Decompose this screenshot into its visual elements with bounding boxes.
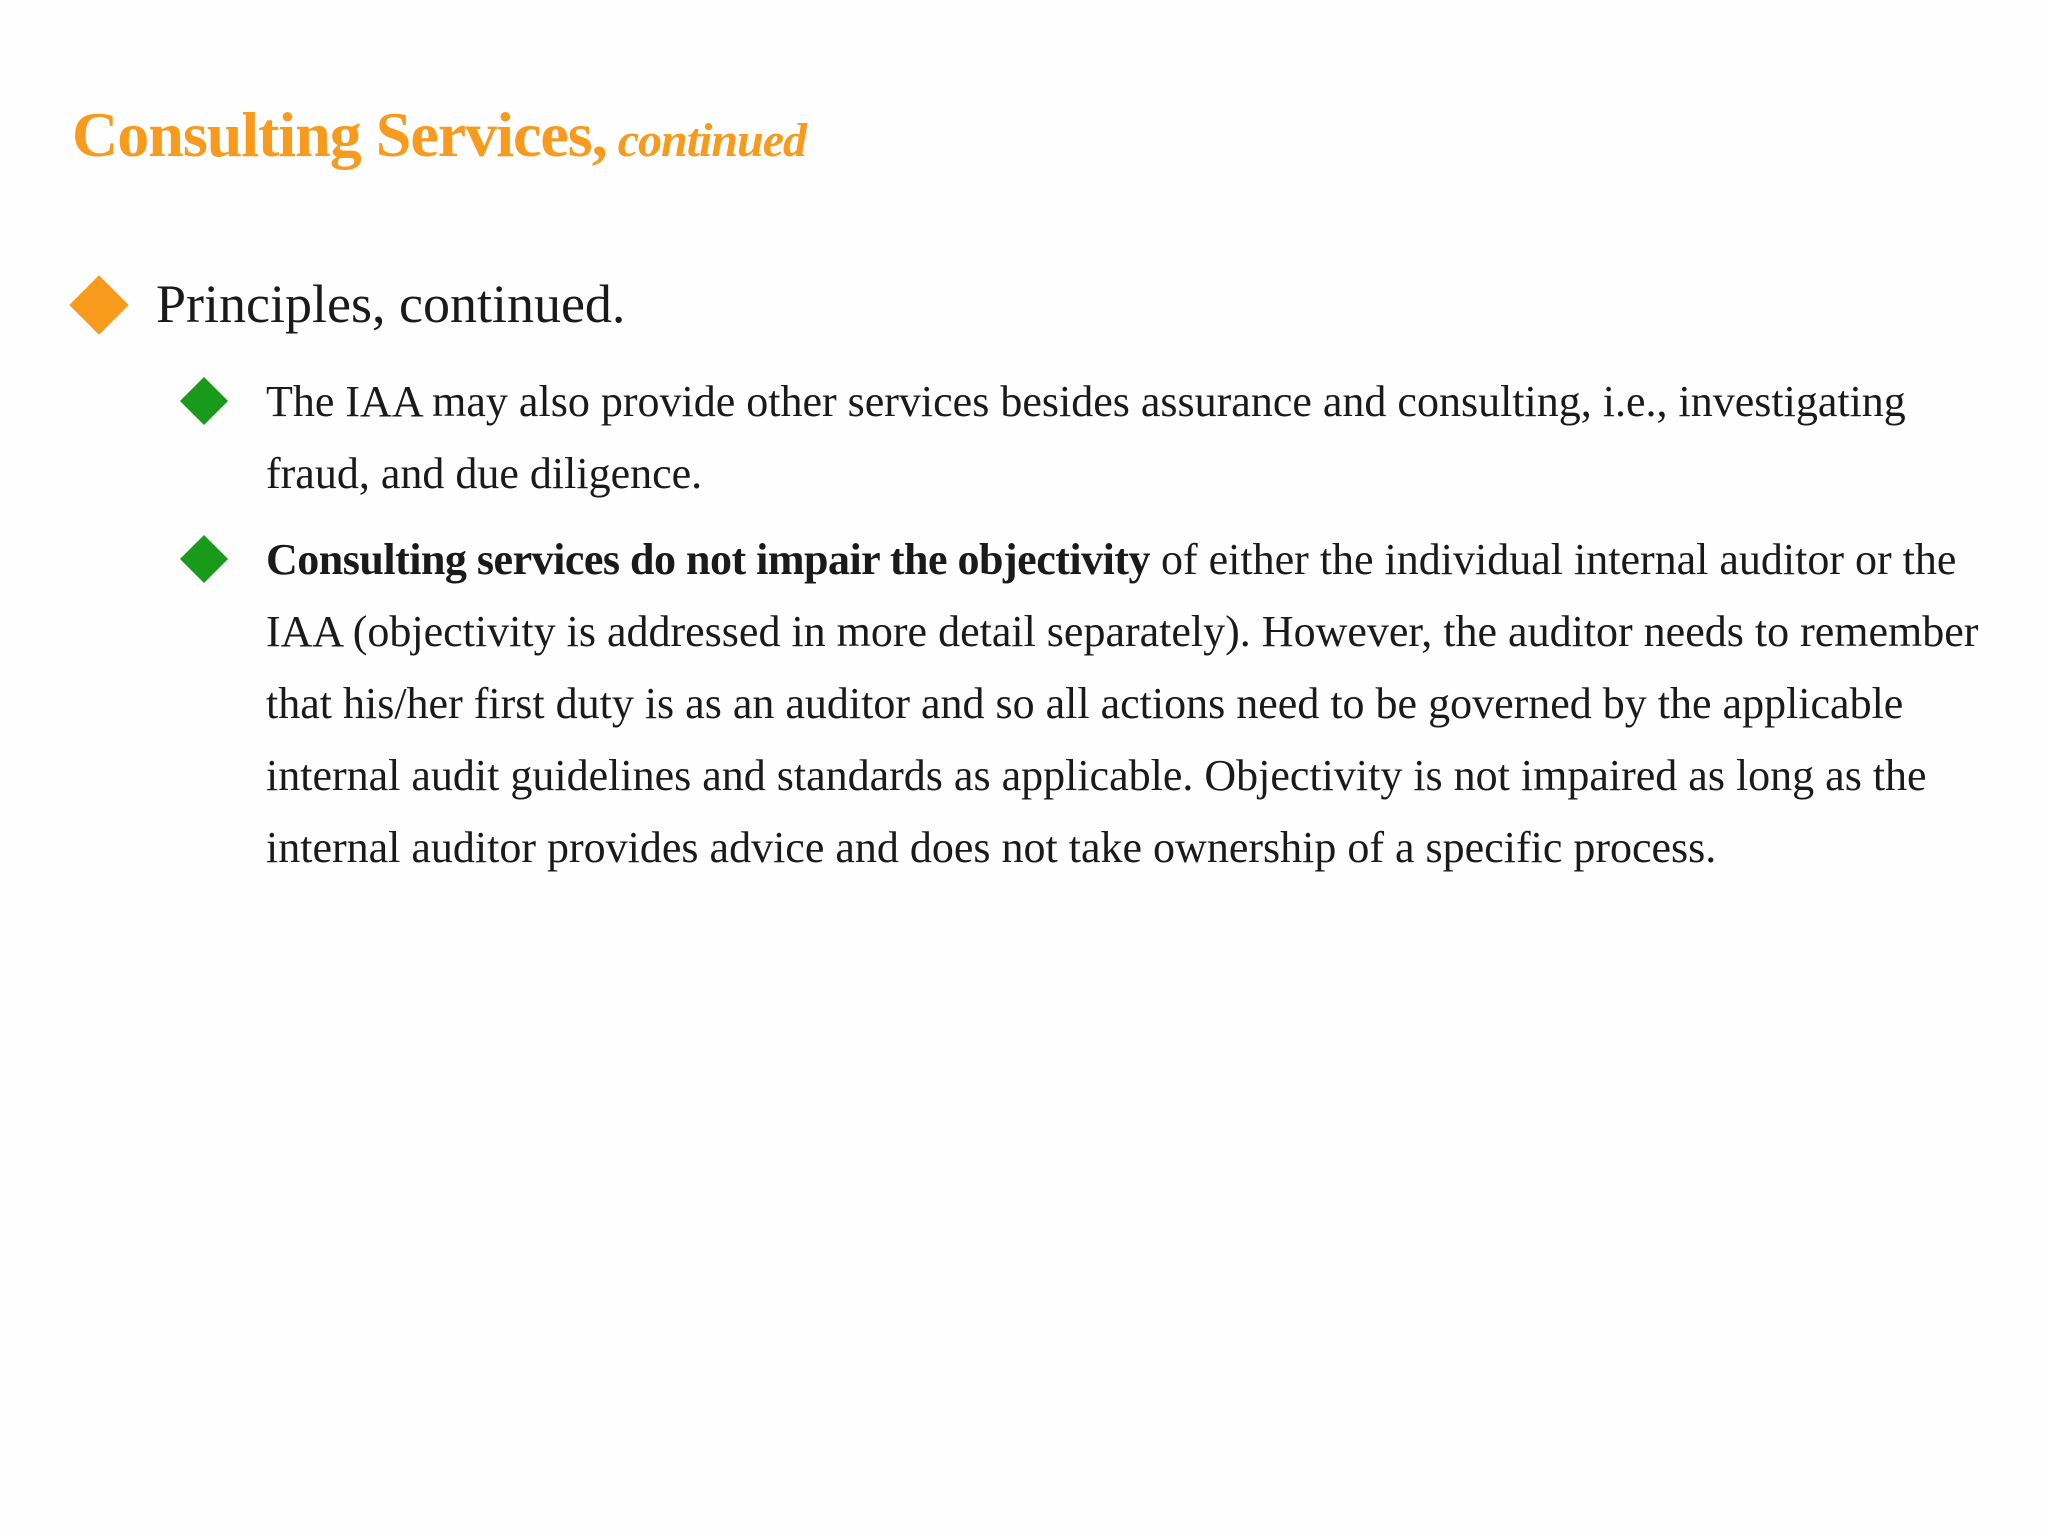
green-diamond-bullet-icon bbox=[180, 377, 228, 425]
bullet-level2-item bbox=[183, 366, 2003, 510]
bullet-level1 bbox=[78, 268, 625, 340]
slide-title-main: Consulting Services, bbox=[72, 99, 607, 170]
bullet-level2-body: The IAA may also provide other services besides assurance and consulting, i.e., investigating fraud, and due diligence. bbox=[266, 377, 1906, 498]
bullet-level2-text bbox=[266, 524, 2003, 884]
green-diamond-bullet-icon bbox=[180, 535, 228, 583]
bullet-level2-text bbox=[266, 366, 2003, 510]
slide-title bbox=[72, 98, 806, 172]
bullet-level1-text: Principles, continued. bbox=[156, 274, 626, 334]
slide-title-sub: continued bbox=[606, 114, 807, 167]
orange-diamond-bullet-icon bbox=[69, 275, 128, 334]
bullet-level2-bold-lead: Consulting services do not impair the objectivity bbox=[266, 535, 1150, 584]
bullet-level2-item bbox=[183, 524, 2003, 884]
bullet-level2-body: of either the individual internal auditor or the IAA (objectivity is addressed in more detail separately). However, the auditor needs to remember that his/her first duty is as an auditor and so all actions need to be governed by the applicable internal audit guidelines and standards as applicable. Objectivity is not impaired as long as the internal auditor provides advice and does not take ownership of a specific process. bbox=[266, 535, 1979, 872]
